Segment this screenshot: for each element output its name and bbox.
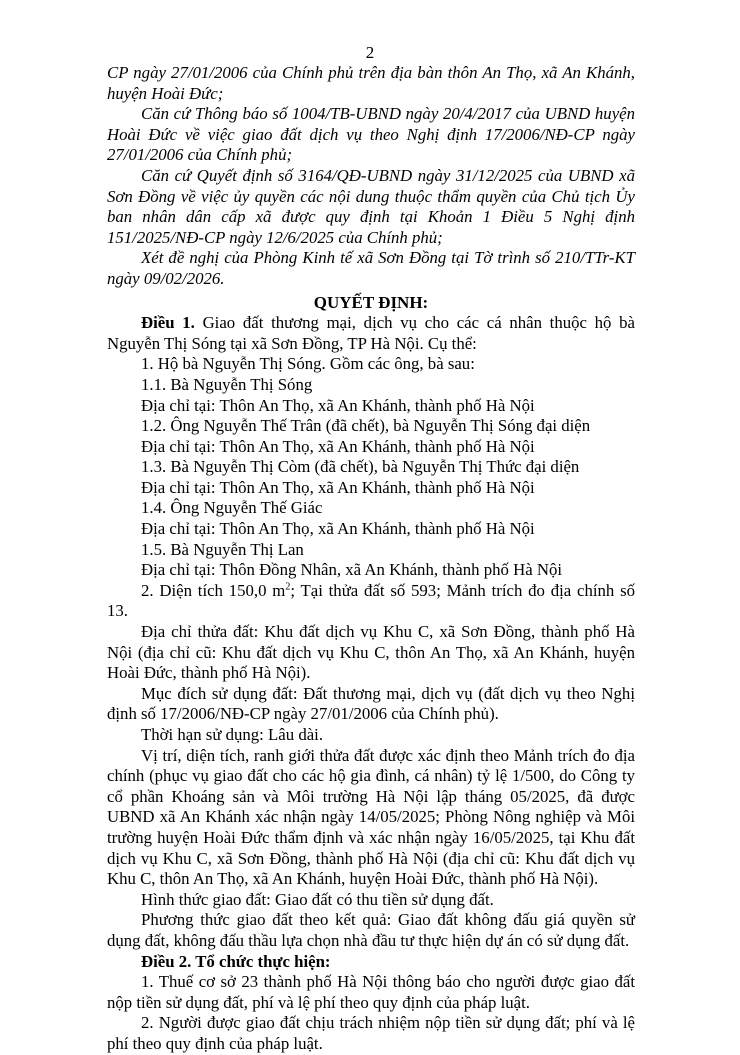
article-2-item-1: 1. Thuế cơ sở 23 thành phố Hà Nội thông báo cho người được giao đất nộp tiền sử dụng đất, phí và lệ phí theo quy định của pháp luật. xyxy=(107,972,635,1012)
page-number: 2 xyxy=(365,43,375,62)
land-use-term: Thời hạn sử dụng: Lâu dài. xyxy=(141,725,324,744)
legal-basis-continued: CP ngày 27/01/2006 của Chính phủ trên địa bàn thôn An Thọ, xã An Khánh, huyện Hoài Đức; xyxy=(107,63,635,103)
member-name: 1.1. Bà Nguyễn Thị Sóng xyxy=(141,374,313,394)
land-area-unit-sup: 2 xyxy=(285,581,291,593)
land-area xyxy=(107,581,635,622)
article-2-item-2: 2. Người được giao đất chịu trách nhiệm nộp tiền sử dụng đất; phí và lệ phí theo quy định của pháp luật. xyxy=(107,1013,635,1053)
member-address: Địa chỉ tại: Thôn An Thọ, xã An Khánh, thành phố Hà Nội xyxy=(141,519,535,539)
document-body xyxy=(107,63,635,1055)
land-area-pre: 2. Diện tích 150,0 m xyxy=(141,580,286,600)
member-name: 1.3. Bà Nguyễn Thị Còm (đã chết), bà Nguyễn Thị Thức đại diện xyxy=(141,457,580,477)
plot-location: Vị trí, diện tích, ranh giới thửa đất được xác định theo Mảnh trích đo địa chính (phục vụ giao đất cho các hộ gia đình, cá nhân) tỷ lệ 1/500, do Công ty cổ phần Khoáng sản và Môi trường Hà Nội lập tháng 05/2025, đã được UBND xã An Khánh xác nhận ngày 14/05/2025; Phòng Nông nghiệp và Môi trường huyện Hoài Đức thẩm định và xác nhận ngày 16/05/2025, tại Khu đất dịch vụ Khu C, xã Sơn Đồng, thành phố Hà Nội (địa chỉ cũ: Khu đất dịch vụ Khu C, thôn An Thọ, xã An Khánh, huyện Hoài Đức, thành phố Hà Nội). xyxy=(107,745,635,889)
member-address: Địa chỉ tại: Thôn An Thọ, xã An Khánh, thành phố Hà Nội xyxy=(141,395,535,415)
decision-title: QUYẾT ĐỊNH: xyxy=(313,292,429,312)
member-name: 1.5. Bà Nguyễn Thị Lan xyxy=(141,539,304,559)
legal-basis-proposal-210: Xét đề nghị của Phòng Kinh tế xã Sơn Đồng tại Tờ trình số 210/TTr-KT ngày 09/02/2026. xyxy=(107,248,635,288)
allocation-form: Hình thức giao đất: Giao đất có thu tiền sử dụng đất. xyxy=(141,889,494,909)
article-1-heading: Điều 1. xyxy=(141,313,195,333)
allocation-method: Phương thức giao đất theo kết quả: Giao đất không đấu giá quyền sử dụng đất, không đấu thầu lựa chọn nhà đầu tư thực hiện dự án có sử dụng đất. xyxy=(107,910,635,950)
plot-address: Địa chỉ thửa đất: Khu đất dịch vụ Khu C, xã Sơn Đồng, thành phố Hà Nội (địa chỉ cũ: Khu đất dịch vụ Khu C, thôn An Thọ, xã An Khánh, huyện Hoài Đức, thành phố Hà Nội). xyxy=(107,622,635,683)
legal-basis-decision-3164: Căn cứ Quyết định số 3164/QĐ-UBND ngày 31/12/2025 của UBND xã Sơn Đồng về việc ủy quyền các nội dung thuộc thẩm quyền của Chủ tịch Ủy ban nhân dân cấp xã được quy định tại Khoản 1 Điều 5 Nghị định 151/2025/NĐ-CP ngày 12/6/2025 của Chính phủ; xyxy=(107,165,635,247)
member-address: Địa chỉ tại: Thôn An Thọ, xã An Khánh, thành phố Hà Nội xyxy=(141,436,535,456)
legal-basis-notice-1004: Căn cứ Thông báo số 1004/TB-UBND ngày 20/4/2017 của UBND huyện Hoài Đức về việc giao đất dịch vụ theo Nghị định 17/2006/NĐ-CP ngày 27/01/2006 của Chính phủ; xyxy=(107,104,635,165)
member-name: 1.2. Ông Nguyễn Thế Trân (đã chết), bà Nguyễn Thị Sóng đại diện xyxy=(141,416,591,436)
member-address: Địa chỉ tại: Thôn An Thọ, xã An Khánh, thành phố Hà Nội xyxy=(141,477,535,497)
article-2-heading: Điều 2. Tổ chức thực hiện: xyxy=(141,951,331,971)
article-1-intro xyxy=(107,313,635,354)
land-area-post: ; Tại thửa đất số 593; Mảnh trích đo địa chính số 13. xyxy=(107,580,635,621)
household-heading: 1. Hộ bà Nguyễn Thị Sóng. Gồm các ông, bà sau: xyxy=(141,354,475,374)
land-use-purpose: Mục đích sử dụng đất: Đất thương mại, dịch vụ (đất dịch vụ theo Nghị định số 17/2006/NĐ-CP ngày 27/01/2006 của Chính phủ). xyxy=(107,683,635,724)
member-name: 1.4. Ông Nguyễn Thế Giác xyxy=(141,498,323,518)
article-1-intro-text: Giao đất thương mại, dịch vụ cho các cá nhân thuộc hộ bà Nguyễn Thị Sóng tại xã Sơn Đồng, TP Hà Nội. Cụ thể: xyxy=(107,313,635,353)
member-address: Địa chỉ tại: Thôn Đồng Nhân, xã An Khánh, thành phố Hà Nội xyxy=(141,560,563,580)
